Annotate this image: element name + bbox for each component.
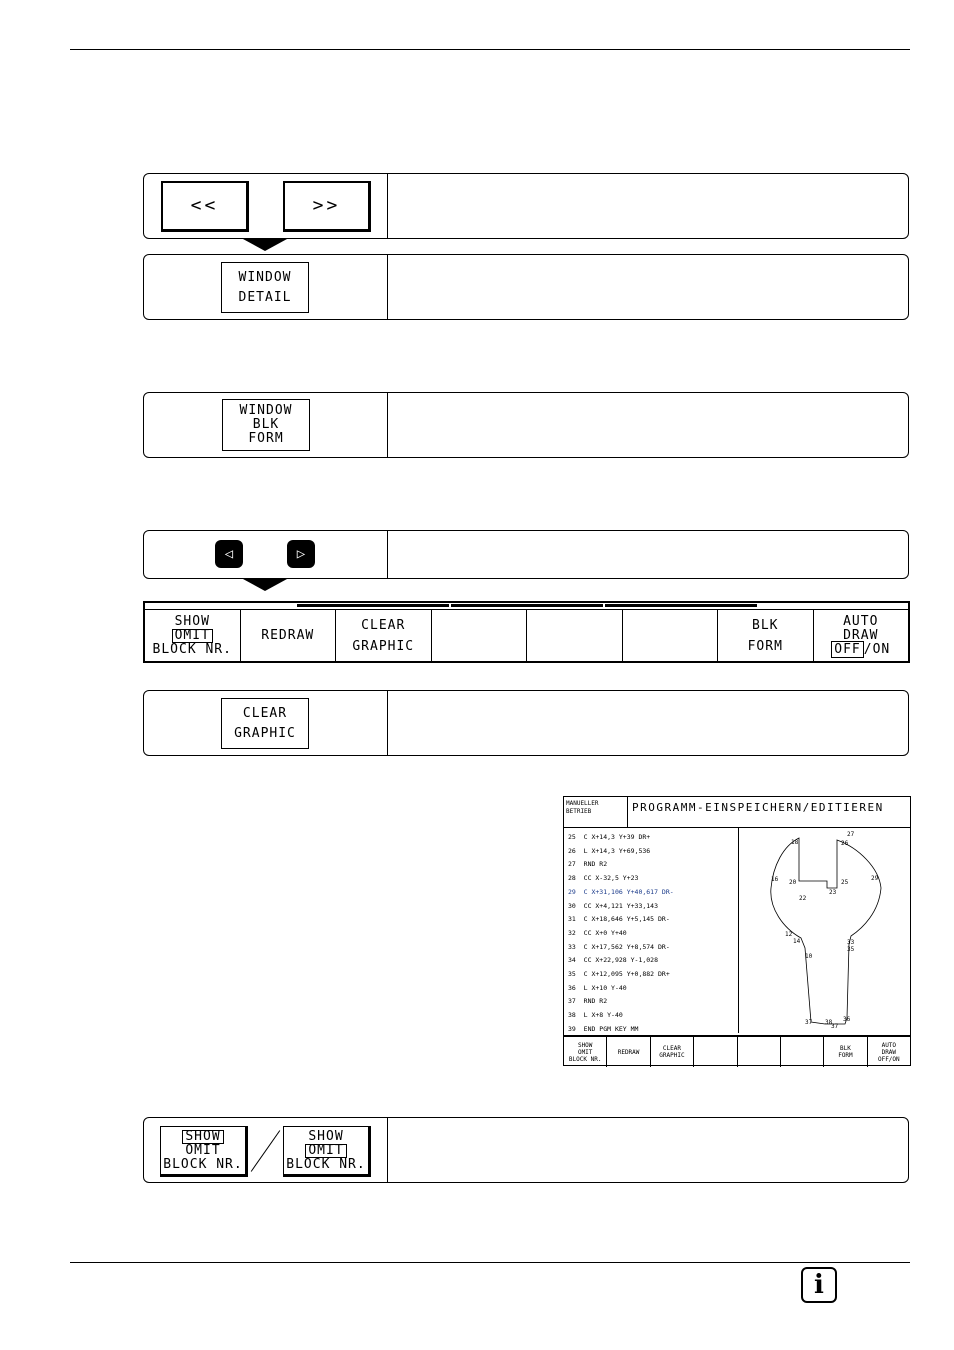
graphic-label: 26 [841,840,849,847]
screen-softkey-label: OMIT [577,1048,593,1056]
window-blk-line3: FORM [248,431,284,446]
screen-softkey-label: BLK [840,1045,851,1052]
window-blk-form-panel [143,392,909,458]
panel-divider [387,174,388,238]
wrench-graphic [739,828,911,1034]
screen-softkey-label: DRAW [881,1048,897,1056]
softkey-empty-4[interactable] [432,610,528,661]
softkey-clear-graphic[interactable] [336,610,432,661]
screen-title: PROGRAMM-EINSPEICHERN/EDITIEREN [627,797,910,827]
show-b-l3: BLOCK NR. [286,1156,366,1172]
screen-mode-line1: MANUELLER [566,800,599,807]
graphic-label: 33 [847,939,855,946]
program-line: 27 RND R2 [568,860,608,869]
panel-divider [387,691,388,755]
screen-softkey [564,1037,607,1067]
info-icon-glyph: i [814,1270,824,1300]
graphic-label: 18 [791,839,799,846]
graphic-label: 12 [785,931,793,938]
graphic-label: 37 [831,1023,839,1030]
softkey-show-omit-l2: OMIT [172,629,213,643]
tnc-screen [563,796,911,1066]
show-b-l1: SHOW [308,1128,344,1144]
graphic-label: 27 [847,831,855,838]
softkey-clear-l2: GRAPHIC [352,638,415,654]
zoom-key-panel [143,173,909,239]
graphic-label: 35 [847,946,855,953]
program-line: 25 C X+14,3 Y+39 DR+ [568,833,651,841]
screen-softkey [694,1037,737,1067]
zoom-left-key[interactable] [161,181,249,232]
softkey-bar-segment [451,604,603,607]
graphic-label: 20 [789,879,797,886]
program-line: 31 C X+18,646 Y+5,145 DR- [568,915,670,924]
program-line: 34 CC X+22,928 Y-1,028 [568,956,659,965]
screen-softkey-label: OFF/ON [877,1055,900,1063]
slash-divider [251,1130,280,1172]
right-triangle-glyph: ▷ [296,546,306,562]
zoom-right-key[interactable] [283,181,371,232]
screen-mode-line2: BETRIEB [566,808,592,815]
screen-softkey-label: SHOW [577,1041,593,1049]
panel-divider [387,531,388,578]
graphic-label: 36 [843,1016,851,1023]
softkey-redraw-l1: REDRAW [261,627,315,643]
program-line: 35 C X+12,095 Y+0,882 DR+ [568,970,670,979]
softkey-auto-draw[interactable] [814,610,909,661]
window-blk-line1: WINDOW [239,403,293,418]
bottom-rule [70,1262,910,1263]
info-icon [801,1267,837,1303]
softkey-show-omit-l1: SHOW [174,613,210,629]
arrow-key-panel [143,530,909,579]
softkey-auto-l1: AUTO [843,613,879,629]
window-detail-line2: DETAIL [238,289,292,305]
screen-softkey-label: CLEAR [662,1045,681,1052]
screen-softkey [738,1037,781,1067]
graphic-label: 10 [805,953,813,960]
softkey-clear-l1: CLEAR [361,617,406,633]
window-blk-form-softkey[interactable] [222,399,310,451]
softkey-bar-segment [297,604,449,607]
graphic-label: 23 [829,889,837,896]
softkey-auto-off: OFF [831,641,863,658]
clear-graphic-softkey[interactable] [221,698,309,749]
show-block-nr-softkey[interactable] [160,1126,248,1177]
screen-softkey-bar [564,1035,910,1067]
program-line: 37 RND R2 [568,997,608,1006]
show-a-l1: SHOW [182,1130,223,1144]
program-line: 33 C X+17,562 Y+8,574 DR- [568,942,670,951]
program-line: 29 C X+31,106 Y+40,617 DR- [568,887,674,896]
omit-block-nr-softkey[interactable] [283,1126,371,1177]
window-blk-line2: BLK [252,417,280,432]
softkey-empty-5[interactable] [527,610,623,661]
window-detail-panel [143,254,909,320]
softkey-bar [143,601,910,663]
panel-divider [387,1118,388,1182]
top-rule [70,49,910,50]
program-line: 28 CC X-32,5 Y+23 [568,874,639,883]
softkey-auto-on: /ON [863,641,891,657]
softkey-blk-l1: BLK [752,617,779,633]
screen-softkey [781,1037,824,1067]
screen-softkey-label: BLOCK NR. [568,1055,602,1063]
program-listing [568,831,674,1037]
softkey-show-omit-l3: BLOCK NR. [152,641,232,657]
screen-softkey [824,1037,867,1067]
program-line: 30 CC X+4,121 Y+33,143 [568,901,659,910]
program-line: 39 END PGM KEY MM [568,1024,639,1033]
show-a-l2: OMIT [185,1142,221,1158]
screen-softkey-label: AUTO [881,1041,897,1049]
clear-graphic-line2: GRAPHIC [234,725,296,741]
softkey-show-omit[interactable] [145,610,241,661]
window-detail-line1: WINDOW [238,269,292,285]
left-triangle-glyph: ◁ [224,546,234,562]
screen-softkey [651,1037,694,1067]
clear-graphic-panel [143,690,909,756]
show-omit-panel [143,1117,909,1183]
softkey-bar-segment [605,604,757,607]
softkey-blk-form[interactable] [718,610,814,661]
softkey-blk-l2: FORM [747,638,783,654]
down-arrow-icon [243,239,287,251]
graphic-label: 37 [805,1019,813,1026]
softkey-auto-l2: DRAW [843,627,879,643]
program-line: 32 CC X+0 Y+40 [568,928,627,937]
screen-softkey-label: GRAPHIC [659,1052,685,1059]
screen-softkey-label: REDRAW [617,1048,640,1056]
graphic-label: 29 [871,875,879,882]
softkey-redraw[interactable] [241,610,337,661]
program-line: 38 L X+8 Y-40 [568,1011,623,1020]
panel-divider [387,255,388,319]
graphic-label: 25 [841,879,849,886]
screen-mode [566,800,599,816]
screen-softkey-label: FORM [838,1052,853,1059]
softkey-empty-6[interactable] [623,610,719,661]
down-arrow-icon [243,579,287,591]
left-triangle-icon[interactable] [215,540,243,568]
window-detail-softkey[interactable] [221,262,309,313]
zoom-left-key-label: << [190,195,219,216]
graphic-label: 38 [825,1019,833,1026]
clear-graphic-line1: CLEAR [242,705,288,721]
zoom-right-key-label: >> [312,195,341,216]
program-line: 26 L X+14,3 Y+69,536 [568,846,651,855]
show-a-l3: BLOCK NR. [163,1156,243,1172]
program-line: 36 L X+10 Y-40 [568,983,627,992]
panel-divider [387,393,388,457]
show-b-l2: OMIT [305,1144,346,1158]
screen-softkey [607,1037,650,1067]
graphic-label: 14 [793,938,801,945]
screen-softkey [868,1037,910,1067]
right-triangle-icon[interactable] [287,540,315,568]
graphic-label: 16 [771,876,779,883]
graphic-label: 22 [799,895,807,902]
